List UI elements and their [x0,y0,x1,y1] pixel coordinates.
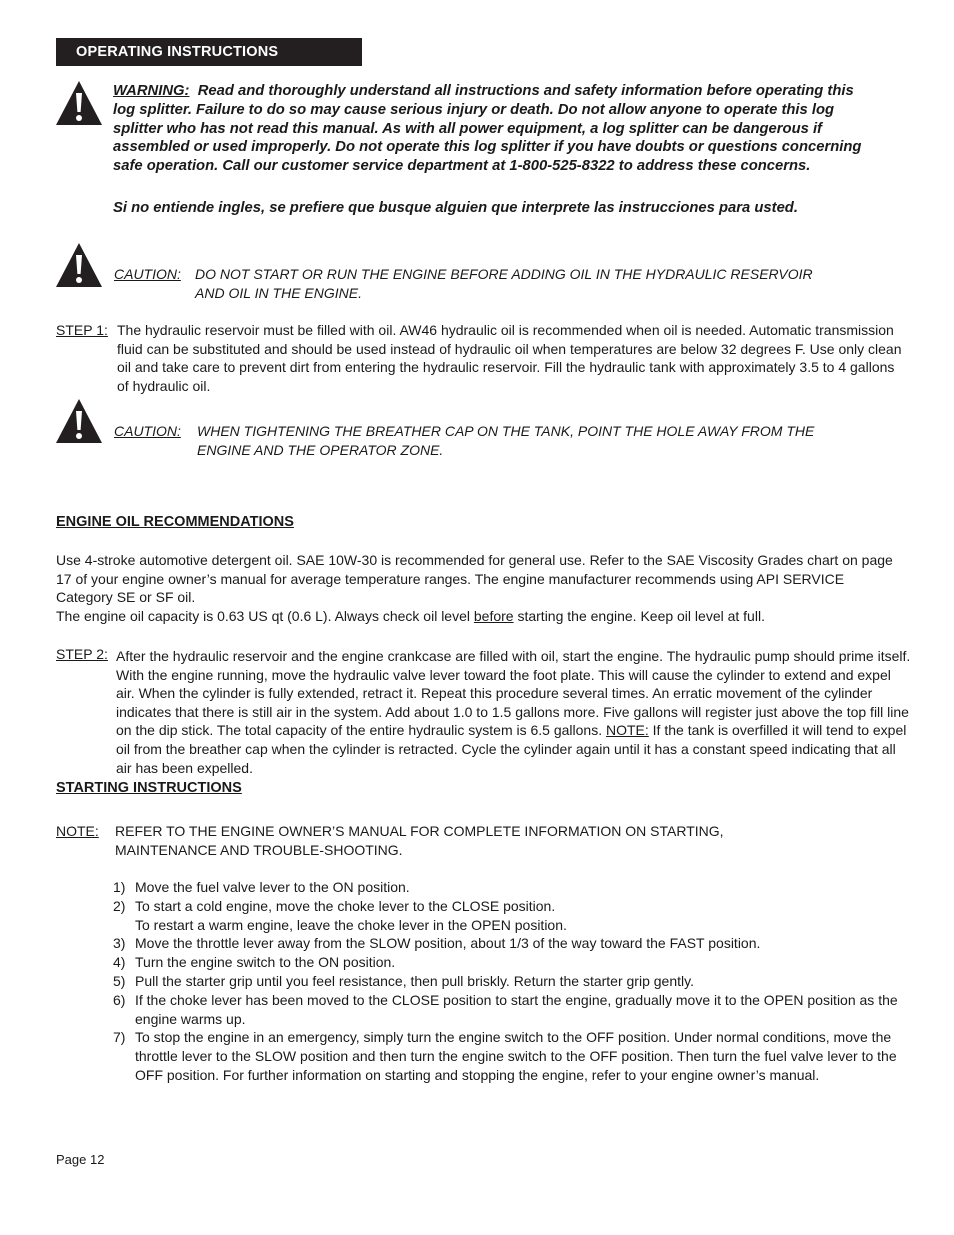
step-1-text: The hydraulic reservoir must be filled with oil. AW46 hydraulic oil is recommended when oil is needed. Automatic transmission fluid can be substituted and should be used instead of hydraulic oil when temperatures are below 32 degrees F. Use only clean oil and take care to prevent dirt from entering the hydraulic reservoir. Fill the hydraulic tank with approximately 3.5 to 4 gallons of hydraulic oil. [117,322,902,394]
warning-text: Read and thoroughly understand all instructions and safety information before operating this log splitter. Failure to do so may cause serious injury or death. Do not allow anyone to operate this log splitter who has not read this manual. As with all power equipment, a log splitter can be dangerous if assembled or used improperly. Do not operate this log splitter if you have doubts or questions concerning safe operation. Call our customer service department at 1-800-525-8322 to address these concerns. [113,83,862,175]
warning-paragraph [113,82,873,176]
engine-oil-heading: ENGINE OIL RECOMMENDATIONS [56,514,294,530]
list-text: Turn the engine switch to the ON position. [135,954,396,971]
list-item [113,934,903,953]
step-1-label: STEP 1: [56,322,108,338]
page-number: Page 12 [56,1152,105,1167]
list-text-line1: To start a cold engine, move the choke lever to the CLOSE position. [135,897,556,914]
warning-label: WARNING: [113,83,190,99]
exclamation-warning-icon [55,398,103,444]
step-2-text [116,647,912,777]
list-text [135,897,903,935]
list-text: Move the fuel valve lever to the ON position. [135,879,410,895]
starting-steps-list [113,878,903,1085]
list-item [113,991,903,1029]
step-2-text-a: After the hydraulic reservoir and the engine crankcase are filled with oil, start the engine. The hydraulic pump should prime itself. With the engine running, move the hydraulic valve lever toward the foot plate. This will cause the cylinder to extend and expel air. When the cylinder is fully extended, retract it. Repeat this procedure several times. An erratic movement of the cylinder indicates that there is still air in the system. Add about 1.0 to 1.5 gallons more. Five gallons will register just above the top fill line on the dip stick. The total capacity of the entire hydraulic system is 6.5 gallons. [116,648,911,739]
caution-label: CAUTION: [114,266,181,282]
engine-oil-text-1: Use 4-stroke automotive detergent oil. SAE 10W-30 is recommended for general use. Refer to the SAE Viscosity Grades chart on page 17 of your engine owner’s manual for average temperature ranges. The engine manufacturer recommends using API SERVICE Category SE or SF oil. [56,552,893,606]
engine-oil-text-2b: starting the engine. Keep oil level at full. [513,607,765,624]
caution-text: DO NOT START OR RUN THE ENGINE BEFORE ADDING OIL IN THE HYDRAULIC RESERVOIR AND OIL IN THE ENGINE. [195,266,813,301]
list-number: 3) [113,935,126,952]
list-number: 2) [113,897,126,914]
starting-heading: STARTING INSTRUCTIONS [56,780,242,796]
engine-oil-paragraph [56,551,896,625]
step-2-text-b: If the tank is overfilled it will tend to expel oil from the breather cap when the cylinder is retracted. Cycle the cylinder again until it has a constant speed indicating that all air has been expelled. [116,722,907,776]
list-item [113,897,903,935]
caution-text: WHEN TIGHTENING THE BREATHER CAP ON THE TANK, POINT THE HOLE AWAY FROM THE ENGINE AND THE OPERATOR ZONE. [197,423,815,458]
list-item [113,1028,903,1084]
exclamation-warning-icon [55,80,103,126]
exclamation-warning-icon [55,242,103,288]
list-text-line2: To restart a warm engine, leave the choke lever in the OPEN position. [135,916,567,933]
caution-label: CAUTION: [114,423,181,439]
list-text: Pull the starter grip until you feel resistance, then pull briskly. Return the starter grip gently. [135,972,694,989]
engine-oil-underlined: before [473,607,514,624]
list-text: To stop the engine in an emergency, simply turn the engine switch to the OFF position. Under normal conditions, move the throttle lever to the SLOW position and then turn the engine switch to the OFF position. Then turn the fuel valve lever to the OFF position. For further information on starting and stopping the engine, refer to your engine owner’s manual. [135,1029,897,1083]
step-2-label: STEP 2: [56,646,108,662]
list-number: 5) [113,972,126,989]
list-number: 7) [113,1029,126,1046]
engine-oil-text-2a: The engine oil capacity is 0.63 US qt (0.6 L). Always check oil level [56,607,474,624]
list-text: Move the throttle lever away from the SLOW position, about 1/3 of the way toward the FAST position. [135,935,761,952]
list-item [113,972,903,991]
list-number: 6) [113,991,126,1008]
list-number: 1) [113,879,126,895]
note-text: REFER TO THE ENGINE OWNER’S MANUAL FOR COMPLETE INFORMATION ON STARTING, MAINTENANCE AND TROUBLE-SHOOTING. [115,823,724,858]
section-title-bar: OPERATING INSTRUCTIONS [56,38,362,66]
list-text: If the choke lever has been moved to the CLOSE position to start the engine, gradually move it to the OPEN position as the engine warms up. [135,991,898,1027]
step-2-note-label: NOTE: [606,722,649,739]
list-item [113,953,903,972]
spanish-warning: Si no entiende ingles, se prefiere que busque alguien que interprete las instrucciones para usted. [113,200,798,216]
engine-oil-text-2 [56,607,896,626]
note-label: NOTE: [56,823,99,839]
list-item [113,878,903,897]
list-number: 4) [113,954,126,971]
